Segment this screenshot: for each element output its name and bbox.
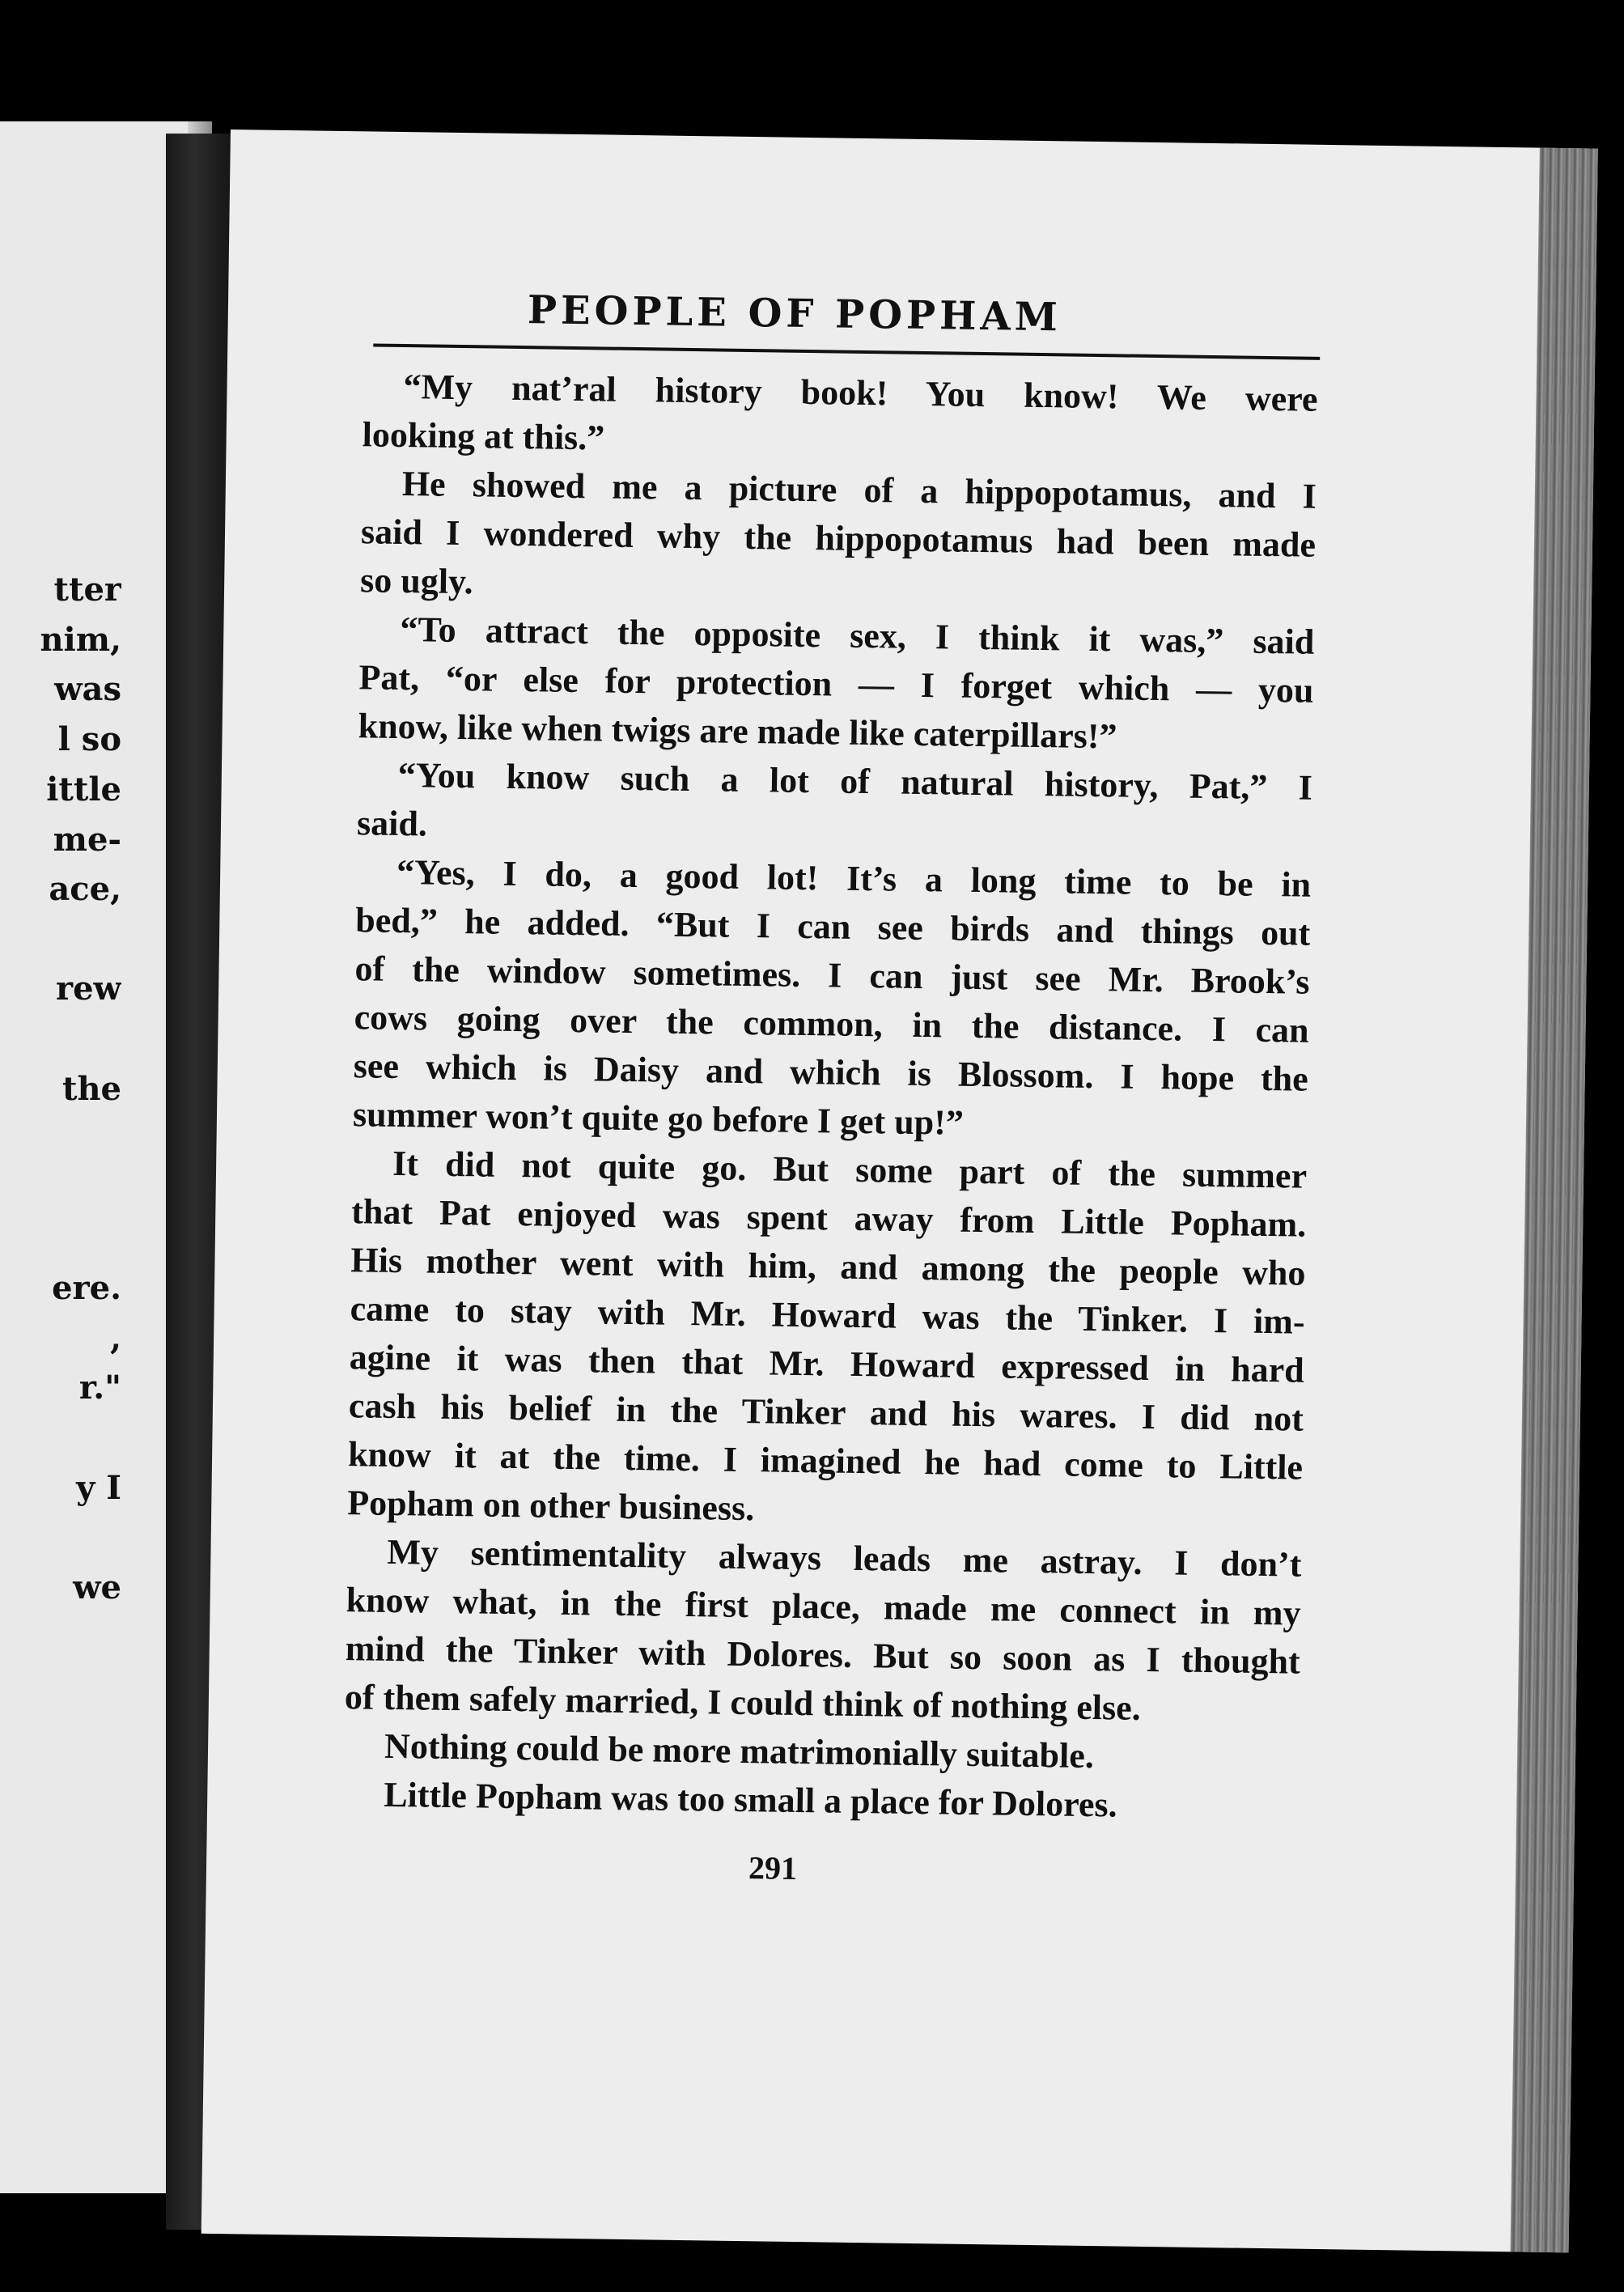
text-line: know it at the time. I imagined he had come to Little [347,1434,1304,1488]
text-line: bed,” he added. “But I can see birds and things out [355,900,1311,953]
text-line: It did not quite go. But some part of the summer [392,1143,1308,1196]
text-line: know what, in the first place, made me connect in my [346,1580,1301,1633]
left-page-fragment: ittle [46,770,121,809]
left-page-fragment: y I [76,1469,121,1507]
left-page-fragment: we [73,1568,121,1607]
left-page-fragment: l so [57,720,121,758]
text-line: came to stay with Mr. Howard was the Tinker. I im- [350,1288,1305,1342]
text-line: My sentimentality always leads me astray. I don’t [387,1531,1302,1585]
text-line: see which is Daisy and which is Blossom. I hope the [353,1046,1309,1099]
text-line: cows going over the common, in the distance. I can [354,997,1309,1050]
text-line: “You know such a lot of natural history, Pat,” I [397,754,1313,808]
running-header: PEOPLE OF POPHAM [527,287,1062,341]
text-line: said. [356,803,428,844]
body-text [343,362,1318,1831]
left-page-fragment: , [110,1319,121,1357]
text-line: of the window sometimes. I can just see Mr. Brook’s [354,949,1310,1002]
text-line: “My nat’ral history book! You know! We were [403,367,1318,419]
text-line: said I wondered why the hippopotamus had been made [360,511,1317,565]
text-line: looking at this.” [362,414,605,458]
text-line: agine it was then that Mr. Howard expressed in hard [349,1337,1305,1390]
left-page-fragment: rew [56,970,121,1008]
text-line: cash his belief in the Tinker and his wares. I did not [348,1386,1304,1439]
text-line: mind the Tinker with Dolores. But so soon as I thought [345,1628,1301,1682]
text-line: “Yes, I do, a good lot! It’s a long time to be in [396,851,1312,905]
text-line: know, like when twigs are made like caterpillars!” [358,706,1117,757]
text-line: Little Popham was too small a place for Dolores. [383,1774,1117,1825]
left-page-fragment: ere. [52,1269,121,1307]
page-block-edge [1511,148,1598,2253]
text-line: He showed me a picture of a hippopotamus, and I [401,464,1317,516]
left-page-fragment: nim, [40,621,121,659]
left-page-fragment: was [54,670,121,708]
text-line: Pat, “or else for protection — I forget which — you [358,657,1314,711]
left-page-fragment: the [61,1070,121,1108]
left-page-fragment: me- [53,821,121,859]
left-page-fragment: tter [53,571,121,609]
text-line: His mother went with him, and among the people who [350,1240,1306,1293]
left-page-fragment: ace, [49,870,121,908]
text-line: “To attract the opposite sex, I think it was,” said [400,609,1315,662]
text-line: that Pat enjoyed was spent away from Little Popham. [351,1191,1307,1245]
page-number: 291 [748,1849,798,1887]
left-page-fragment: r." [78,1369,121,1407]
text-line: Nothing could be more matrimonially suitable. [384,1725,1095,1776]
text-line: summer won’t quite go before I get up!” [352,1094,965,1143]
text-line: of them safely married, I could think of nothing else. [344,1677,1142,1728]
right-page [201,129,1598,2252]
text-line: Popham on other business. [346,1483,755,1529]
header-rule [373,343,1320,359]
text-line: so ugly. [359,560,473,602]
